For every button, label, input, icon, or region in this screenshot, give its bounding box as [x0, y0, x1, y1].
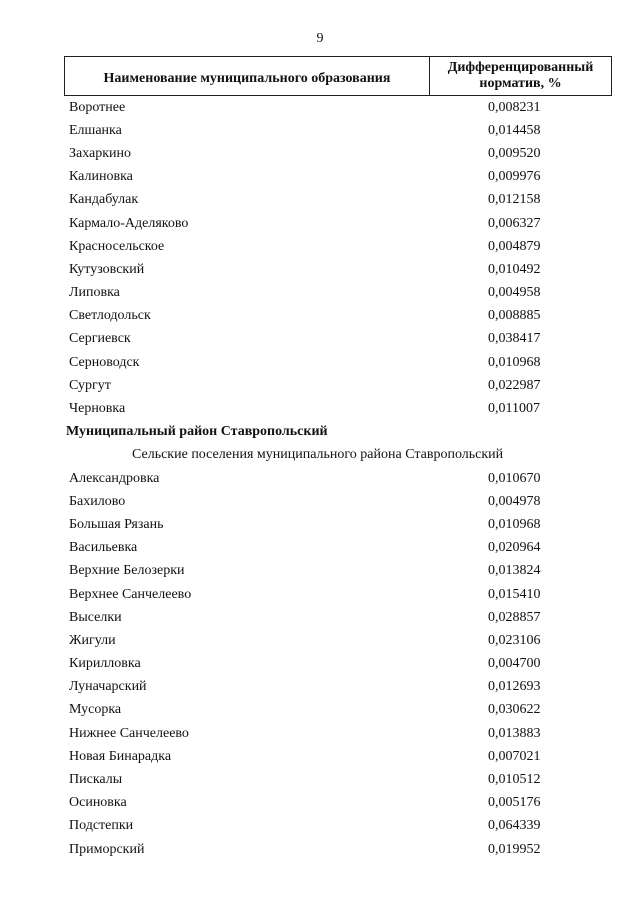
row-name: Верхние Белозерки	[69, 563, 185, 579]
column-header-value-line1: Дифференцированный	[447, 60, 594, 75]
row-value: 0,010968	[488, 354, 541, 370]
row-value: 0,004700	[488, 656, 541, 672]
table-row	[0, 838, 640, 861]
table-row	[0, 699, 640, 722]
row-name: Васильевка	[69, 540, 138, 556]
row-name: Пискалы	[69, 772, 123, 788]
table-row	[0, 467, 640, 490]
column-header-value-line2: норматив, %	[479, 76, 562, 91]
row-value: 0,028857	[488, 609, 541, 625]
table-row	[0, 119, 640, 142]
row-value: 0,010512	[488, 772, 541, 788]
district-subheading-text: Сельские поселения муниципального района Ставропольский	[132, 447, 504, 463]
table-row	[0, 722, 640, 745]
row-value: 0,007021	[488, 748, 541, 764]
row-value: 0,023106	[488, 632, 541, 648]
row-value: 0,011007	[488, 401, 540, 417]
row-name: Елшанка	[69, 122, 122, 138]
row-name: Кирилловка	[69, 656, 141, 672]
row-value: 0,030622	[488, 702, 541, 718]
table-row	[0, 305, 640, 328]
row-value: 0,012158	[488, 192, 541, 208]
row-value: 0,008231	[488, 99, 541, 115]
table-row	[0, 374, 640, 397]
row-name: Серноводск	[69, 354, 140, 370]
table-row	[0, 513, 640, 536]
row-value: 0,022987	[488, 377, 541, 393]
row-value: 0,005176	[488, 795, 541, 811]
row-value: 0,064339	[488, 818, 541, 834]
table-row	[0, 560, 640, 583]
table-row	[0, 258, 640, 281]
row-value: 0,004978	[488, 493, 541, 509]
row-name: Сургут	[69, 377, 111, 393]
row-name: Приморский	[69, 841, 145, 857]
table-row	[0, 768, 640, 791]
row-name: Красносельское	[69, 238, 165, 254]
row-name: Выселки	[69, 609, 122, 625]
table-row	[0, 745, 640, 768]
table-row	[0, 629, 640, 652]
page-number: 9	[316, 31, 324, 46]
row-value: 0,004958	[488, 285, 541, 301]
row-name: Мусорка	[69, 702, 122, 718]
district-heading-text: Муниципальный район Ставропольский	[66, 424, 328, 440]
row-value: 0,004879	[488, 238, 541, 254]
table-row	[0, 537, 640, 560]
row-value: 0,012693	[488, 679, 541, 695]
row-value: 0,015410	[488, 586, 541, 602]
table-row	[0, 166, 640, 189]
table-header	[64, 56, 612, 96]
table-row	[0, 397, 640, 420]
table-row	[0, 328, 640, 351]
row-value: 0,014458	[488, 122, 541, 138]
row-name: Калиновка	[69, 169, 133, 185]
row-value: 0,010670	[488, 470, 541, 486]
table-row	[0, 212, 640, 235]
row-value: 0,009976	[488, 169, 541, 185]
district-subheading	[0, 444, 640, 467]
row-name: Большая Рязань	[69, 516, 164, 532]
table-body	[0, 96, 640, 861]
row-value: 0,013883	[488, 725, 541, 741]
row-name: Кутузовский	[69, 261, 145, 277]
district-heading	[0, 421, 640, 444]
row-value: 0,006327	[488, 215, 541, 231]
row-value: 0,010492	[488, 261, 541, 277]
row-name: Новая Бинарадка	[69, 748, 172, 764]
row-name: Захаркино	[69, 145, 132, 161]
table-row	[0, 606, 640, 629]
table-row	[0, 96, 640, 119]
row-name: Воротнее	[69, 99, 126, 115]
row-value: 0,020964	[488, 540, 541, 556]
row-name: Сергиевск	[69, 331, 131, 347]
row-name: Александровка	[69, 470, 160, 486]
row-name: Черновка	[69, 401, 126, 417]
row-name: Осиновка	[69, 795, 127, 811]
row-name: Жигули	[69, 632, 116, 648]
table-row	[0, 142, 640, 165]
row-value: 0,013824	[488, 563, 541, 579]
table-row	[0, 189, 640, 212]
row-value: 0,009520	[488, 145, 541, 161]
row-name: Подстепки	[69, 818, 134, 834]
table-row	[0, 235, 640, 258]
row-name: Липовка	[69, 285, 120, 301]
table-row	[0, 490, 640, 513]
table-row	[0, 351, 640, 374]
row-value: 0,038417	[488, 331, 541, 347]
table-row	[0, 583, 640, 606]
table-row	[0, 282, 640, 305]
row-value: 0,019952	[488, 841, 541, 857]
column-header-value	[430, 57, 611, 95]
row-name: Кармало-Аделяково	[69, 215, 189, 231]
table-row	[0, 815, 640, 838]
row-value: 0,008885	[488, 308, 541, 324]
row-name: Луначарский	[69, 679, 147, 695]
table-row	[0, 653, 640, 676]
table-row	[0, 792, 640, 815]
row-name: Верхнее Санчелеево	[69, 586, 192, 602]
row-name: Бахилово	[69, 493, 126, 509]
row-name: Нижнее Санчелеево	[69, 725, 189, 741]
table-row	[0, 676, 640, 699]
column-header-name: Наименование муниципального образования	[65, 57, 430, 95]
row-name: Светлодольск	[69, 308, 151, 324]
row-name: Кандабулак	[69, 192, 139, 208]
row-value: 0,010968	[488, 516, 541, 532]
